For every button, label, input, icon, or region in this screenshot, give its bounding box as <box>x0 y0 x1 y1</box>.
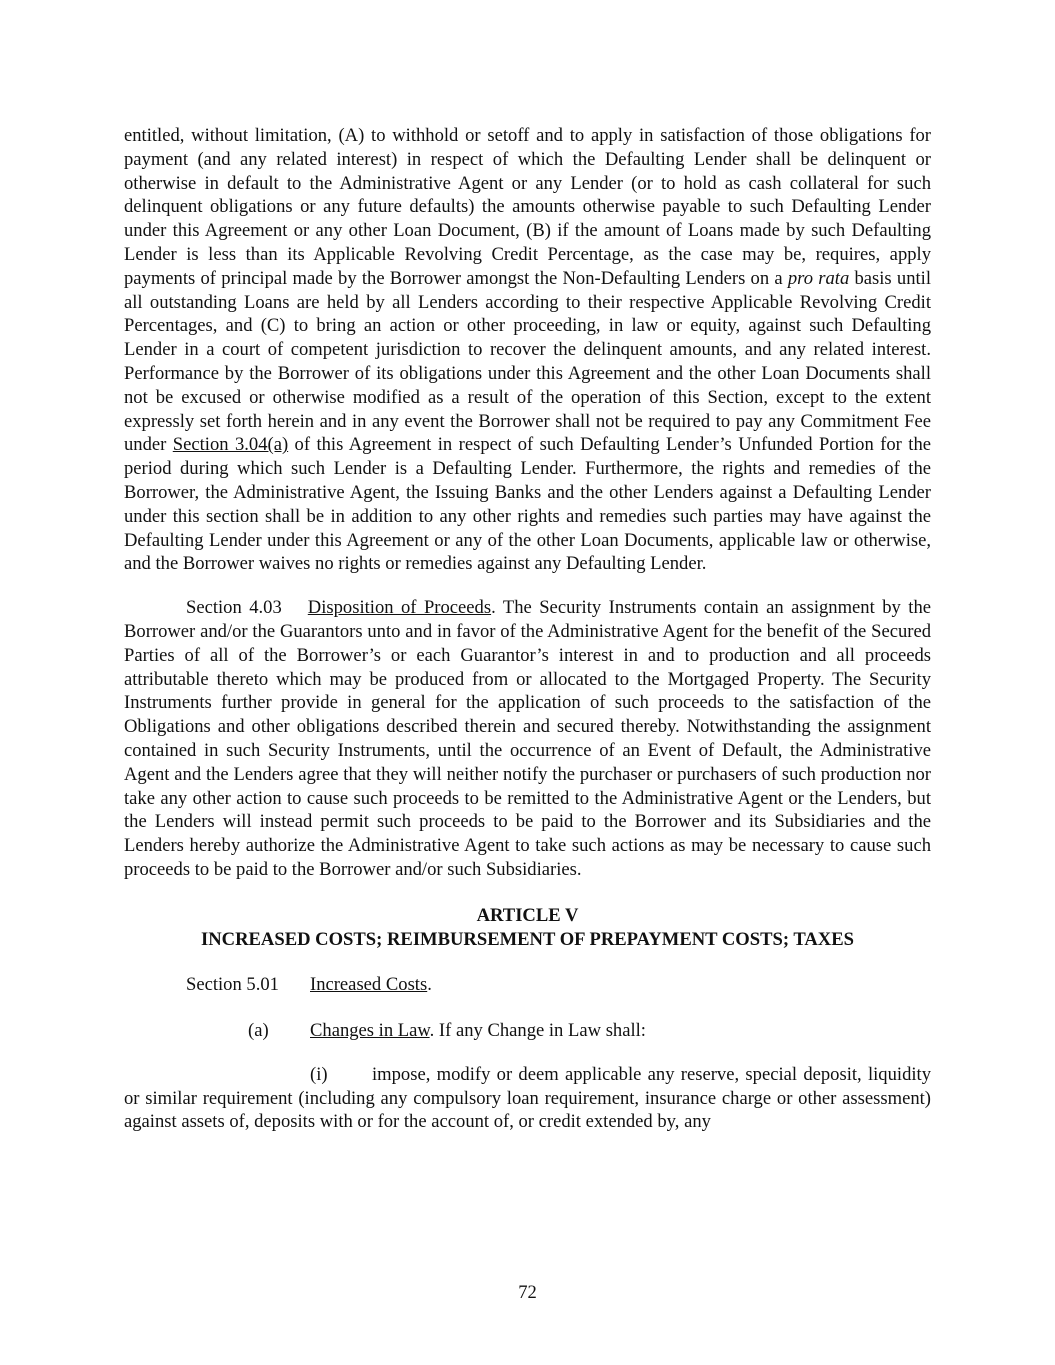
paragraph-text: of this Agreement in respect of such Defaulting Lender’s Unfunded Portion for the period during which such Lender is a Defaulting Lender. Furthermore, the rights and remedies of the Borrower, the Administrative Agent, the Issuing Banks and the other Lenders against a Defaulting Lender under this section shall be in addition to any other rights and remedies such parties may have against the Defaulting Lender under this Agreement or any of the other Loan Documents, applicable law or otherwise, and the Borrower waives no rights or remedies against any Defaulting Lender. <box>124 434 931 575</box>
article-heading <box>124 904 931 952</box>
paragraph-text: entitled, without limitation, (A) to withhold or setoff and to apply in satisfaction of those obligations for payment (and any related interest) in respect of which the Defaulting Lender shall be delinquent or otherwise in default to the Administrative Agent or any Lender (or to hold as cash collateral for such delinquent obligations or any future defaults) the amounts otherwise payable to such Defaulting Lender under this Agreement or any other Loan Document, (B) if the amount of Loans made by such Defaulting Lender is less than its Applicable Revolving Credit Percentage, as the case may be, requires, apply payments of principal made by the Borrower amongst the Non-Defaulting Lenders on a <box>124 125 931 289</box>
paragraph-text: basis until all outstanding Loans are held by all Lenders according to their respective Applicable Revolving Credit Percentages, and (C) to bring an action or other proceeding, in law or equity, against such Defaulting Lender in a court of competent jurisdiction to recover the delinquent amounts, and any related interest. Performance by the Borrower of its obligations under this Agreement and the other Loan Documents shall not be excused or otherwise modified as a result of the operation of this Section, except to the extent expressly set forth herein and in any event the Borrower shall not be required to pay any Commitment Fee under <box>124 267 931 456</box>
section-punctuation: . <box>427 974 432 996</box>
italic-term: pro rata <box>787 267 850 289</box>
section-reference: Section 3.04(a) <box>172 434 289 456</box>
section-4-03-paragraph <box>124 596 931 882</box>
subsection-title: Changes in Law <box>310 1020 430 1042</box>
section-number: Section 4.03 <box>186 597 282 619</box>
section-title: Disposition of Proceeds <box>307 597 492 619</box>
article-number: ARTICLE V <box>476 904 579 926</box>
section-body: . The Security Instruments contain an assignment by the Borrower and/or the Guarantors unto and in favor of the Administrative Agent for the benefit of the Secured Parties of all of the Borrower’s or each Guarantor’s interest in and to production and all proceeds attributable thereto which may be produced from or allocated to the Mortgaged Property. The Security Instruments further provide in general for the application of such proceeds to the satisfaction of the Obligations and other obligations described therein and secured thereby. Notwithstanding the assignment contained in such Security Instruments, until the occurrence of an Event of Default, the Administrative Agent and the Lenders agree that they will neither notify the purchaser or purchasers of such production nor take any other action to cause such proceeds to be remitted to the Administrative Agent or the Lenders, but the Lenders will instead permit such proceeds to be paid to the Borrower and its Subsidiaries and the Lenders hereby authorize the Administrative Agent to take such actions as may be necessary to cause such proceeds to be paid to the Borrower and/or such Subsidiaries. <box>124 597 931 880</box>
article-title: INCREASED COSTS; REIMBURSEMENT OF PREPAYMENT COSTS; TAXES <box>201 928 854 950</box>
section-number: Section 5.01 <box>186 974 279 996</box>
clause-body: impose, modify or deem applicable any reserve, special deposit, liquidity or similar requirement (including any compulsory loan requirement, insurance charge or other assessment) against assets of, deposits with or for the account of, or credit extended by, any <box>124 1063 931 1133</box>
paragraph-defaulting-lender-remedies <box>124 124 931 576</box>
clause-label: (i) <box>310 1063 328 1085</box>
section-title: Increased Costs <box>310 974 428 996</box>
clause-i <box>124 1063 931 1134</box>
subsection-label: (a) <box>248 1020 269 1042</box>
subsection-body: . If any Change in Law shall: <box>429 1020 646 1042</box>
section-5-01-heading <box>124 973 931 997</box>
subsection-a <box>124 1019 931 1043</box>
document-body <box>124 124 931 1134</box>
page-number: 72 <box>518 1282 537 1303</box>
